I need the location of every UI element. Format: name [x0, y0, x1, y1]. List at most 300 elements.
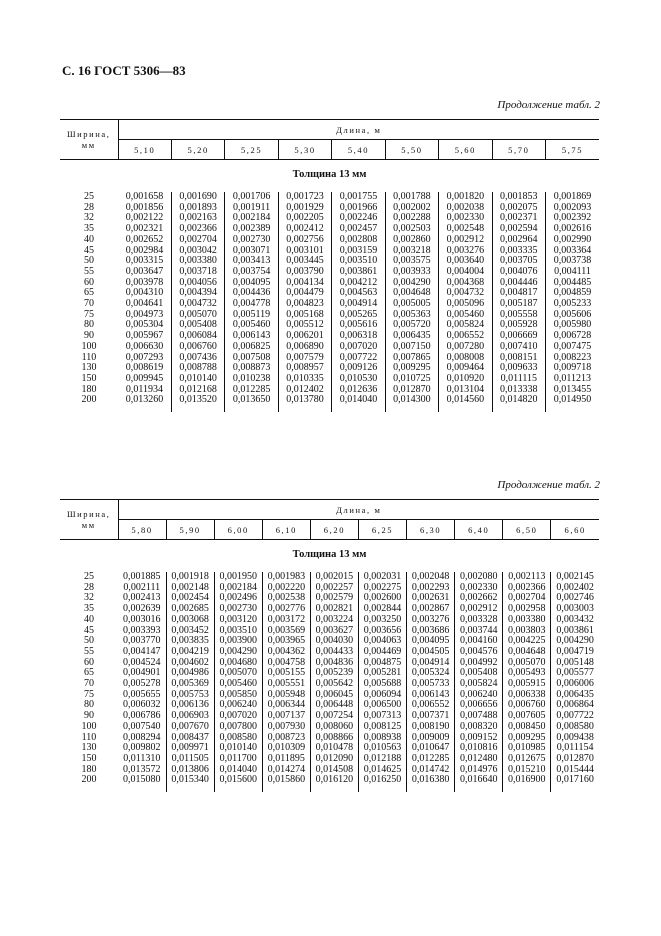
value-cell: 0,005005 [385, 299, 438, 310]
value-cell: 0,005688 [358, 679, 406, 690]
value-cell: 0,006656 [455, 700, 503, 711]
value-cell: 0,002685 [166, 604, 214, 615]
value-cell: 0,006318 [332, 331, 385, 342]
width-cell: 100 [81, 340, 97, 352]
value-cell: 0,009464 [439, 363, 492, 374]
value-cell: 0,008723 [262, 733, 310, 744]
width-cell: 200 [81, 394, 97, 406]
value-cell: 0,004446 [492, 278, 545, 289]
value-cell: 0,005512 [278, 320, 331, 331]
value-cell: 0,016640 [455, 775, 503, 792]
value-cell: 0,008125 [358, 722, 406, 733]
value-cell: 0,003744 [455, 626, 503, 637]
value-cell: 0,004732 [171, 299, 224, 310]
value-cell: 0,015860 [262, 775, 310, 792]
value-cell: 0,007930 [262, 722, 310, 733]
value-cell: 0,003218 [385, 246, 438, 257]
value-cell: 0,009438 [551, 733, 599, 744]
value-cell: 0,006240 [455, 690, 503, 701]
value-cell: 0,004485 [546, 278, 600, 289]
value-cell: 0,006094 [358, 690, 406, 701]
value-cell: 0,006728 [546, 331, 600, 342]
value-cell: 0,008320 [455, 722, 503, 733]
value-cell: 0,011505 [166, 754, 214, 765]
value-cell: 0,005369 [166, 679, 214, 690]
value-cell: 0,005577 [551, 668, 599, 679]
value-cell: 0,006552 [407, 700, 455, 711]
length-column-header: 5,25 [225, 140, 278, 160]
value-cell: 0,003276 [439, 246, 492, 257]
value-cell: 0,011154 [551, 743, 599, 754]
value-cell: 0,001856 [125, 201, 164, 213]
table-row [60, 615, 599, 626]
value-cell: 0,004758 [262, 658, 310, 669]
value-cell: 0,001893 [171, 203, 224, 214]
value-cell: 0,003172 [262, 615, 310, 626]
value-cell: 0,007020 [332, 342, 385, 353]
width-cell: 65 [84, 287, 94, 299]
value-cell: 0,002366 [171, 224, 224, 235]
width-cell: 90 [84, 710, 94, 722]
value-cell: 0,010140 [171, 374, 224, 385]
value-cell: 0,001869 [546, 192, 600, 203]
value-cell: 0,002808 [332, 235, 385, 246]
width-cell: 32 [84, 592, 94, 604]
value-cell: 0,004290 [214, 647, 262, 658]
value-cell: 0,002756 [278, 235, 331, 246]
value-cell: 0,004563 [332, 288, 385, 299]
value-cell: 0,008866 [310, 733, 358, 744]
value-cell: 0,002730 [214, 604, 262, 615]
value-cell: 0,002366 [503, 583, 551, 594]
value-cell: 0,002548 [439, 224, 492, 235]
value-cell: 0,005655 [123, 688, 161, 700]
value-cell: 0,002704 [171, 235, 224, 246]
width-cell: 130 [81, 362, 97, 374]
value-cell: 0,003803 [503, 626, 551, 637]
page-header: С. 16 ГОСТ 5306—83 [62, 63, 186, 78]
value-cell: 0,006630 [125, 340, 164, 352]
value-cell: 0,003861 [332, 267, 385, 278]
value-cell: 0,014040 [214, 765, 262, 776]
value-cell: 0,002503 [385, 224, 438, 235]
value-cell: 0,003016 [123, 613, 161, 625]
value-cell: 0,002031 [358, 572, 406, 583]
value-cell: 0,005265 [332, 310, 385, 321]
width-cell: 28 [84, 201, 94, 213]
value-cell: 0,010478 [310, 743, 358, 754]
value-cell: 0,005070 [214, 668, 262, 679]
value-cell: 0,006500 [358, 700, 406, 711]
length-column-header: 5,40 [332, 140, 385, 160]
value-cell: 0,004160 [455, 636, 503, 647]
table-row [60, 722, 599, 733]
value-cell: 0,007254 [310, 711, 358, 722]
value-cell: 0,006084 [171, 331, 224, 342]
value-cell: 0,008957 [278, 363, 331, 374]
value-cell: 0,005606 [546, 310, 600, 321]
value-cell: 0,013104 [439, 385, 492, 396]
length-column-header: 5,30 [278, 140, 331, 160]
value-cell: 0,004436 [225, 288, 278, 299]
value-cell: 0,002821 [310, 604, 358, 615]
value-cell: 0,004778 [225, 299, 278, 310]
value-cell: 0,002844 [358, 604, 406, 615]
value-cell: 0,002330 [439, 213, 492, 224]
value-cell: 0,005460 [225, 320, 278, 331]
value-cell: 0,002220 [262, 583, 310, 594]
value-cell: 0,008788 [171, 363, 224, 374]
value-cell: 0,010920 [439, 374, 492, 385]
value-cell: 0,004063 [358, 636, 406, 647]
value-cell: 0,008060 [310, 722, 358, 733]
value-cell: 0,005304 [125, 319, 164, 331]
value-cell: 0,002246 [332, 213, 385, 224]
width-cell: 60 [84, 656, 94, 668]
value-cell: 0,001723 [278, 192, 331, 203]
value-cell: 0,002776 [262, 604, 310, 615]
value-cell: 0,001788 [385, 192, 438, 203]
value-cell: 0,003754 [225, 267, 278, 278]
value-cell: 0,003445 [278, 256, 331, 267]
value-cell: 0,004219 [166, 647, 214, 658]
value-cell: 0,012090 [310, 754, 358, 765]
value-cell: 0,003640 [439, 256, 492, 267]
value-cell: 0,006240 [214, 700, 262, 711]
value-cell: 0,013260 [125, 394, 164, 406]
value-cell: 0,004901 [123, 667, 161, 679]
width-cell: 32 [84, 212, 94, 224]
value-cell: 0,010309 [262, 743, 310, 754]
length-column-header: 5,75 [546, 140, 600, 160]
value-cell: 0,012285 [407, 754, 455, 765]
value-cell: 0,009971 [166, 743, 214, 754]
length-header: Длина, м [118, 500, 599, 520]
value-cell: 0,004290 [385, 278, 438, 289]
value-cell: 0,010647 [407, 743, 455, 754]
value-cell: 0,002412 [278, 224, 331, 235]
value-cell: 0,003738 [546, 256, 600, 267]
value-cell: 0,010335 [278, 374, 331, 385]
width-header: Ширина, мм [60, 500, 118, 540]
width-cell: 75 [84, 308, 94, 320]
value-cell: 0,012675 [503, 754, 551, 765]
value-cell: 0,003159 [332, 246, 385, 257]
value-cell: 0,013780 [278, 395, 331, 412]
value-cell: 0,002080 [455, 572, 503, 583]
value-cell: 0,002321 [125, 223, 164, 235]
value-cell: 0,012402 [278, 385, 331, 396]
value-cell: 0,001690 [171, 192, 224, 203]
width-cell: 35 [84, 603, 94, 615]
value-cell: 0,004732 [439, 288, 492, 299]
value-cell: 0,002293 [407, 583, 455, 594]
value-cell: 0,004134 [278, 278, 331, 289]
value-cell: 0,003861 [551, 626, 599, 637]
value-cell: 0,004648 [503, 647, 551, 658]
value-cell: 0,012480 [455, 754, 503, 765]
value-cell: 0,002413 [123, 592, 161, 604]
width-cell: 40 [84, 613, 94, 625]
value-cell: 0,005278 [123, 678, 161, 690]
value-cell: 0,002457 [332, 224, 385, 235]
width-cell: 80 [84, 699, 94, 711]
value-cell: 0,004469 [358, 647, 406, 658]
value-cell: 0,013572 [123, 763, 161, 775]
width-cell: 70 [84, 678, 94, 690]
value-cell: 0,002652 [125, 233, 164, 245]
value-cell: 0,004576 [455, 647, 503, 658]
length-column-header: 6,60 [551, 520, 599, 540]
width-cell: 55 [84, 265, 94, 277]
value-cell: 0,002075 [492, 203, 545, 214]
value-cell: 0,003250 [358, 615, 406, 626]
value-cell: 0,014950 [546, 395, 600, 412]
value-cell: 0,002454 [166, 593, 214, 604]
value-cell: 0,003790 [278, 267, 331, 278]
value-cell: 0,003718 [171, 267, 224, 278]
length-column-header: 5,10 [118, 140, 171, 160]
length-column-header: 6,30 [407, 520, 455, 540]
value-cell: 0,007605 [503, 711, 551, 722]
value-cell: 0,005096 [439, 299, 492, 310]
value-cell: 0,007020 [214, 711, 262, 722]
value-cell: 0,003393 [123, 624, 161, 636]
value-cell: 0,002990 [546, 235, 600, 246]
value-cell: 0,013650 [225, 395, 278, 412]
length-column-header: 5,90 [166, 520, 214, 540]
table-row [60, 395, 599, 412]
width-cell: 150 [81, 372, 97, 384]
value-cell: 0,001966 [332, 203, 385, 214]
width-cell: 45 [84, 244, 94, 256]
value-cell: 0,001950 [214, 572, 262, 583]
value-cell: 0,004986 [166, 668, 214, 679]
value-cell: 0,003627 [310, 626, 358, 637]
value-cell: 0,008294 [123, 731, 161, 743]
table-row [60, 342, 599, 353]
value-cell: 0,003003 [551, 604, 599, 615]
length-column-header: 6,40 [455, 520, 503, 540]
value-cell: 0,003380 [171, 256, 224, 267]
value-cell: 0,003686 [407, 626, 455, 637]
value-cell: 0,004973 [125, 308, 164, 320]
value-cell: 0,010985 [503, 743, 551, 754]
value-cell: 0,005493 [503, 668, 551, 679]
value-cell: 0,003510 [214, 626, 262, 637]
value-cell: 0,008190 [407, 722, 455, 733]
value-cell: 0,001983 [262, 572, 310, 583]
value-cell: 0,004147 [123, 645, 161, 657]
value-cell: 0,007540 [123, 720, 161, 732]
value-cell: 0,010725 [385, 374, 438, 385]
value-cell: 0,011213 [546, 374, 600, 385]
value-cell: 0,006136 [166, 700, 214, 711]
value-cell: 0,008437 [166, 733, 214, 744]
value-cell: 0,002984 [125, 244, 164, 256]
value-cell: 0,004524 [123, 656, 161, 668]
value-cell: 0,009126 [332, 363, 385, 374]
value-cell: 0,002538 [262, 593, 310, 604]
value-cell: 0,008873 [225, 363, 278, 374]
width-cell: 90 [84, 330, 94, 342]
width-header: Ширина, мм [60, 120, 118, 160]
value-cell: 0,005967 [125, 330, 164, 342]
value-cell: 0,003647 [125, 265, 164, 277]
value-cell: 0,014560 [439, 395, 492, 412]
value-cell: 0,007670 [166, 722, 214, 733]
value-cell: 0,010238 [225, 374, 278, 385]
value-cell: 0,002145 [551, 572, 599, 583]
value-cell: 0,002015 [310, 572, 358, 583]
value-cell: 0,013806 [166, 765, 214, 776]
value-cell: 0,003432 [551, 615, 599, 626]
value-cell: 0,003656 [358, 626, 406, 637]
value-cell: 0,005915 [503, 679, 551, 690]
width-cell: 60 [84, 276, 94, 288]
value-cell: 0,005324 [407, 668, 455, 679]
value-cell: 0,006201 [278, 331, 331, 342]
value-cell: 0,009945 [125, 372, 164, 384]
value-cell: 0,007865 [385, 353, 438, 364]
value-cell: 0,004641 [125, 298, 164, 310]
value-cell: 0,004212 [332, 278, 385, 289]
value-cell: 0,003120 [214, 615, 262, 626]
width-cell: 40 [84, 233, 94, 245]
value-cell: 0,006032 [123, 699, 161, 711]
value-cell: 0,007579 [278, 353, 331, 364]
value-cell: 0,004225 [503, 636, 551, 647]
value-cell: 0,009295 [385, 363, 438, 374]
value-cell: 0,011115 [492, 374, 545, 385]
value-cell: 0,012636 [332, 385, 385, 396]
width-cell: 130 [81, 742, 97, 754]
width-cell: 25 [84, 191, 94, 202]
value-cell: 0,004505 [407, 647, 455, 658]
value-cell: 0,001885 [123, 571, 161, 582]
value-cell: 0,002912 [439, 235, 492, 246]
value-cell: 0,014274 [262, 765, 310, 776]
value-cell: 0,002371 [492, 213, 545, 224]
value-cell: 0,006435 [385, 331, 438, 342]
value-cell: 0,003569 [262, 626, 310, 637]
value-cell: 0,003068 [166, 615, 214, 626]
value-cell: 0,004394 [171, 288, 224, 299]
value-cell: 0,003071 [225, 246, 278, 257]
value-cell: 0,003328 [455, 615, 503, 626]
width-cell: 180 [81, 763, 97, 775]
value-cell: 0,005720 [385, 320, 438, 331]
value-cell: 0,003276 [407, 615, 455, 626]
value-cell: 0,007137 [262, 711, 310, 722]
value-cell: 0,008450 [503, 722, 551, 733]
value-cell: 0,002122 [125, 212, 164, 224]
value-cell: 0,005850 [214, 690, 262, 701]
value-cell: 0,007722 [332, 353, 385, 364]
value-cell: 0,004433 [310, 647, 358, 658]
value-cell: 0,004076 [492, 267, 545, 278]
length-column-header: 5,50 [385, 140, 438, 160]
value-cell: 0,005155 [262, 668, 310, 679]
value-cell: 0,007150 [385, 342, 438, 353]
value-cell: 0,003965 [262, 636, 310, 647]
value-cell: 0,012870 [551, 754, 599, 765]
value-cell: 0,003364 [546, 246, 600, 257]
weight-table [60, 119, 599, 412]
value-cell: 0,002330 [455, 583, 503, 594]
value-cell: 0,002860 [385, 235, 438, 246]
value-cell: 0,003770 [123, 635, 161, 647]
value-cell: 0,001918 [166, 572, 214, 583]
value-cell: 0,010140 [214, 743, 262, 754]
value-cell: 0,004836 [310, 658, 358, 669]
width-cell: 35 [84, 223, 94, 235]
width-cell: 45 [84, 624, 94, 636]
value-cell: 0,004719 [551, 647, 599, 658]
value-cell: 0,002662 [455, 593, 503, 604]
width-cell: 28 [84, 581, 94, 593]
value-cell: 0,004004 [439, 267, 492, 278]
value-cell: 0,009295 [503, 733, 551, 744]
value-cell: 0,002392 [546, 213, 600, 224]
value-cell: 0,007410 [492, 342, 545, 353]
value-cell: 0,009009 [407, 733, 455, 744]
value-cell: 0,005824 [455, 679, 503, 690]
value-cell: 0,013520 [171, 395, 224, 412]
length-column-header: 6,50 [503, 520, 551, 540]
value-cell: 0,002184 [225, 213, 278, 224]
value-cell: 0,003413 [225, 256, 278, 267]
value-cell: 0,004310 [125, 287, 164, 299]
value-cell: 0,002048 [407, 572, 455, 583]
value-cell: 0,001706 [225, 192, 278, 203]
value-cell: 0,005980 [546, 320, 600, 331]
value-cell: 0,003101 [278, 246, 331, 257]
length-column-header: 5,80 [118, 520, 166, 540]
value-cell: 0,003510 [332, 256, 385, 267]
value-cell: 0,004095 [225, 278, 278, 289]
value-cell: 0,004368 [439, 278, 492, 289]
value-cell: 0,001853 [492, 192, 545, 203]
length-column-header: 6,10 [262, 520, 310, 540]
value-cell: 0,002631 [407, 593, 455, 604]
value-cell: 0,003224 [310, 615, 358, 626]
width-cell: 55 [84, 645, 94, 657]
value-cell: 0,002867 [407, 604, 455, 615]
value-cell: 0,002148 [166, 583, 214, 594]
value-cell: 0,002639 [123, 603, 161, 615]
value-cell: 0,005070 [503, 658, 551, 669]
table-row [60, 235, 599, 246]
length-column-header: 6,00 [214, 520, 262, 540]
value-cell: 0,015080 [123, 774, 161, 786]
thickness-title: Толщина 13 мм [292, 549, 367, 560]
value-cell: 0,015340 [166, 775, 214, 792]
value-cell: 0,016380 [407, 775, 455, 792]
value-cell: 0,001820 [439, 192, 492, 203]
width-cell: 100 [81, 720, 97, 732]
value-cell: 0,002594 [492, 224, 545, 235]
value-cell: 0,004680 [214, 658, 262, 669]
value-cell: 0,006435 [551, 690, 599, 701]
value-cell: 0,002746 [551, 593, 599, 604]
value-cell: 0,015444 [551, 765, 599, 776]
value-cell: 0,007371 [407, 711, 455, 722]
value-cell: 0,004817 [492, 288, 545, 299]
value-cell: 0,014508 [310, 765, 358, 776]
value-cell: 0,004648 [385, 288, 438, 299]
width-cell: 25 [84, 571, 94, 582]
